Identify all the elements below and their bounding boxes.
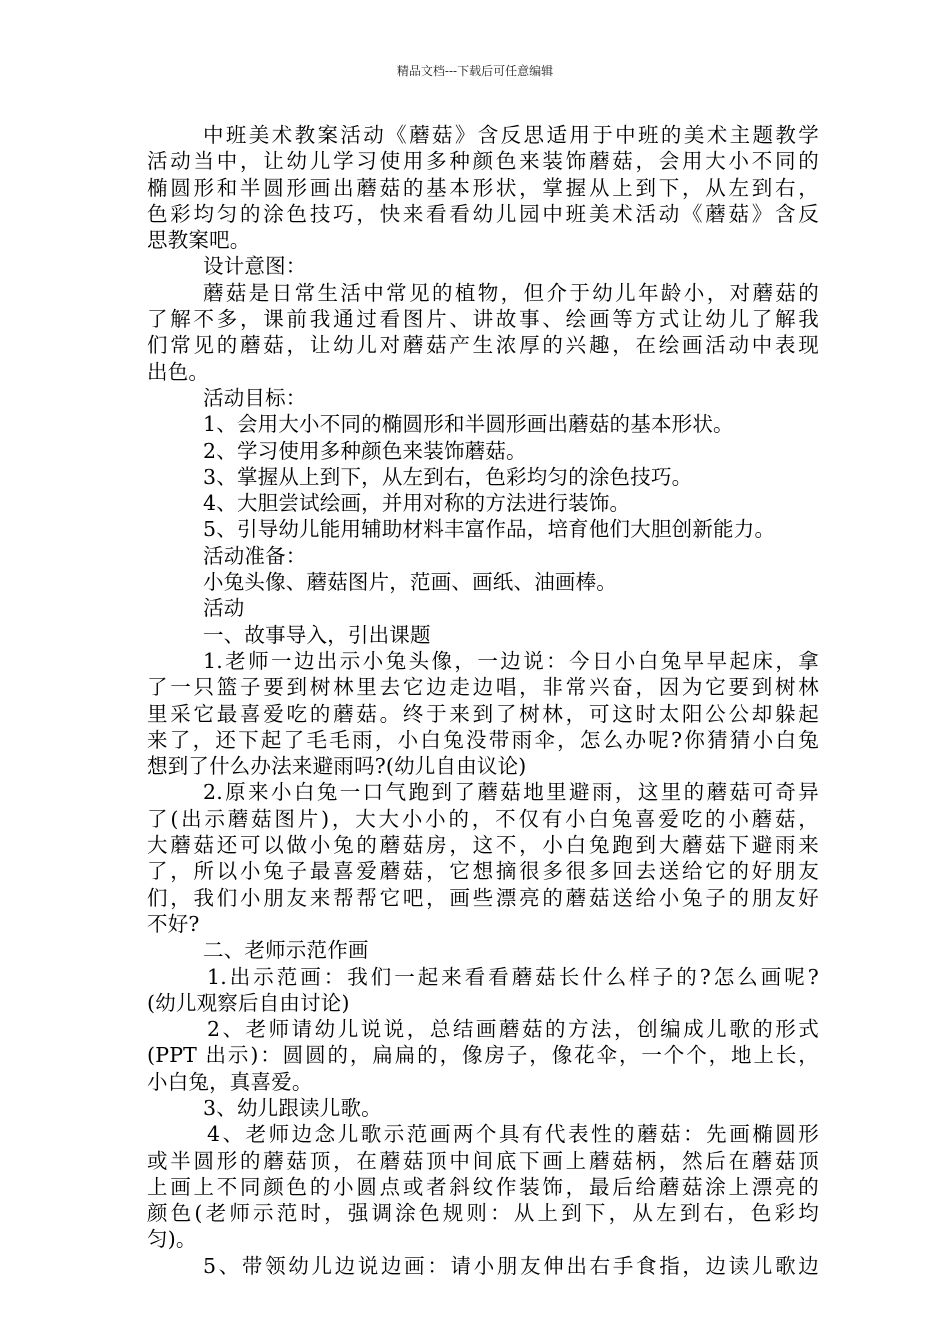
text-line: 5、带领幼儿边说边画：请小朋友伸出右手食指，边读儿歌边 [203, 1253, 819, 1278]
text-line: 或半圆形的蘑菇顶，在蘑菇顶中间底下画上蘑菇柄，然后在蘑菇顶 [147, 1148, 819, 1173]
text-line: 上画上不同颜色的小圆点或者斜纹作装饰，最后给蘑菇涂上漂亮的 [147, 1174, 819, 1199]
text-line: 1、会用大小不同的椭圆形和半圆形画出蘑菇的基本形状。 [203, 412, 734, 437]
text-line: (幼儿观察后自由讨论) [147, 990, 350, 1015]
text-line: 2、老师请幼儿说说，总结画蘑菇的方法，创编成儿歌的形式 [207, 1017, 819, 1042]
text-line: 出色。 [147, 359, 210, 384]
text-line: 里采它最喜爱吃的蘑菇。终于来到了树林，可这时太阳公公却躲起 [147, 701, 819, 726]
page-header: 精品文档---下载后可任意编辑 [396, 64, 554, 78]
text-line: 中班美术教案活动《蘑菇》含反思适用于中班的美术主题教学 [203, 123, 819, 147]
text-line: 活动准备： [203, 543, 307, 568]
text-line: 们常见的蘑菇，让幼儿对蘑菇产生浓厚的兴趣，在绘画活动中表现 [147, 333, 819, 358]
text-line: 3、掌握从上到下，从左到右，色彩均匀的涂色技巧。 [203, 464, 693, 489]
text-line: 大蘑菇还可以做小兔的蘑菇房，这不，小白兔跑到大蘑菇下避雨来 [147, 833, 819, 858]
text-line: 2、学习使用多种颜色来装饰蘑菇。 [203, 438, 527, 463]
text-line: 椭圆形和半圆形画出蘑菇的基本形状，掌握从上到下，从左到右， [147, 175, 819, 200]
text-line: 设计意图： [203, 254, 307, 279]
text-line: 二、老师示范作画 [203, 938, 369, 963]
text-line: 蘑菇是日常生活中常见的植物，但介于幼儿年龄小，对蘑菇的 [203, 280, 819, 305]
text-line: 了解不多，课前我通过看图片、讲故事、绘画等方式让幼儿了解我 [147, 307, 819, 332]
text-line: 小白兔，真喜爱。 [147, 1069, 313, 1094]
text-line: 了，所以小兔子最喜爱蘑菇，它想摘很多很多回去送给它的好朋友 [147, 859, 819, 884]
text-line: 想到了什么办法来避雨吗?(幼儿自由议论) [147, 754, 527, 779]
text-line: 们，我们小朋友来帮帮它吧，画些漂亮的蘑菇送给小兔子的朋友好 [147, 885, 819, 910]
text-line: 了(出示蘑菇图片)，大大小小的，不仅有小白兔喜爱吃的小蘑菇， [147, 806, 819, 831]
text-line: 1.出示范画：我们一起来看看蘑菇长什么样子的?怎么画呢? [207, 964, 819, 989]
text-line: 匀)。 [147, 1227, 197, 1252]
text-line: 活动当中，让幼儿学习使用多种颜色来装饰蘑菇，会用大小不同的 [147, 149, 819, 174]
text-line: 4、大胆尝试绘画，并用对称的方法进行装饰。 [203, 491, 631, 516]
text-line: 了一只篮子要到树林里去它边走边唱，非常兴奋，因为它要到树林 [147, 675, 819, 700]
text-line: 色彩均匀的涂色技巧，快来看看幼儿园中班美术活动《蘑菇》含反 [147, 201, 819, 226]
text-line: 来了，还下起了毛毛雨，小白兔没带雨伞，怎么办呢?你猜猜小白兔 [147, 727, 819, 752]
text-line: 2.原来小白兔一口气跑到了蘑菇地里避雨，这里的蘑菇可奇异 [203, 780, 819, 805]
text-line: 一、故事导入，引出课题 [203, 622, 431, 647]
text-line: 5、引导幼儿能用辅助材料丰富作品，培育他们大胆创新能力。 [203, 517, 776, 542]
text-line: 1.老师一边出示小兔头像，一边说：今日小白兔早早起床，拿 [203, 648, 819, 673]
text-line: 活动 [203, 596, 245, 621]
text-line: 活动目标： [203, 385, 307, 410]
text-line: 颜色(老师示范时，强调涂色规则：从上到下，从左到右，色彩均 [147, 1201, 819, 1226]
text-line: (PPT 出示)：圆圆的，扁扁的，像房子，像花伞，一个个，地上长， [147, 1043, 819, 1068]
text-line: 思教案吧。 [147, 228, 251, 253]
text-line: 不好? [147, 911, 200, 936]
document-body [147, 122, 819, 1279]
text-line: 小兔头像、蘑菇图片，范画、画纸、油画棒。 [203, 570, 617, 595]
text-line: 3、幼儿跟读儿歌。 [203, 1095, 382, 1120]
text-line: 4、老师边念儿歌示范画两个具有代表性的蘑菇：先画椭圆形 [207, 1122, 819, 1147]
